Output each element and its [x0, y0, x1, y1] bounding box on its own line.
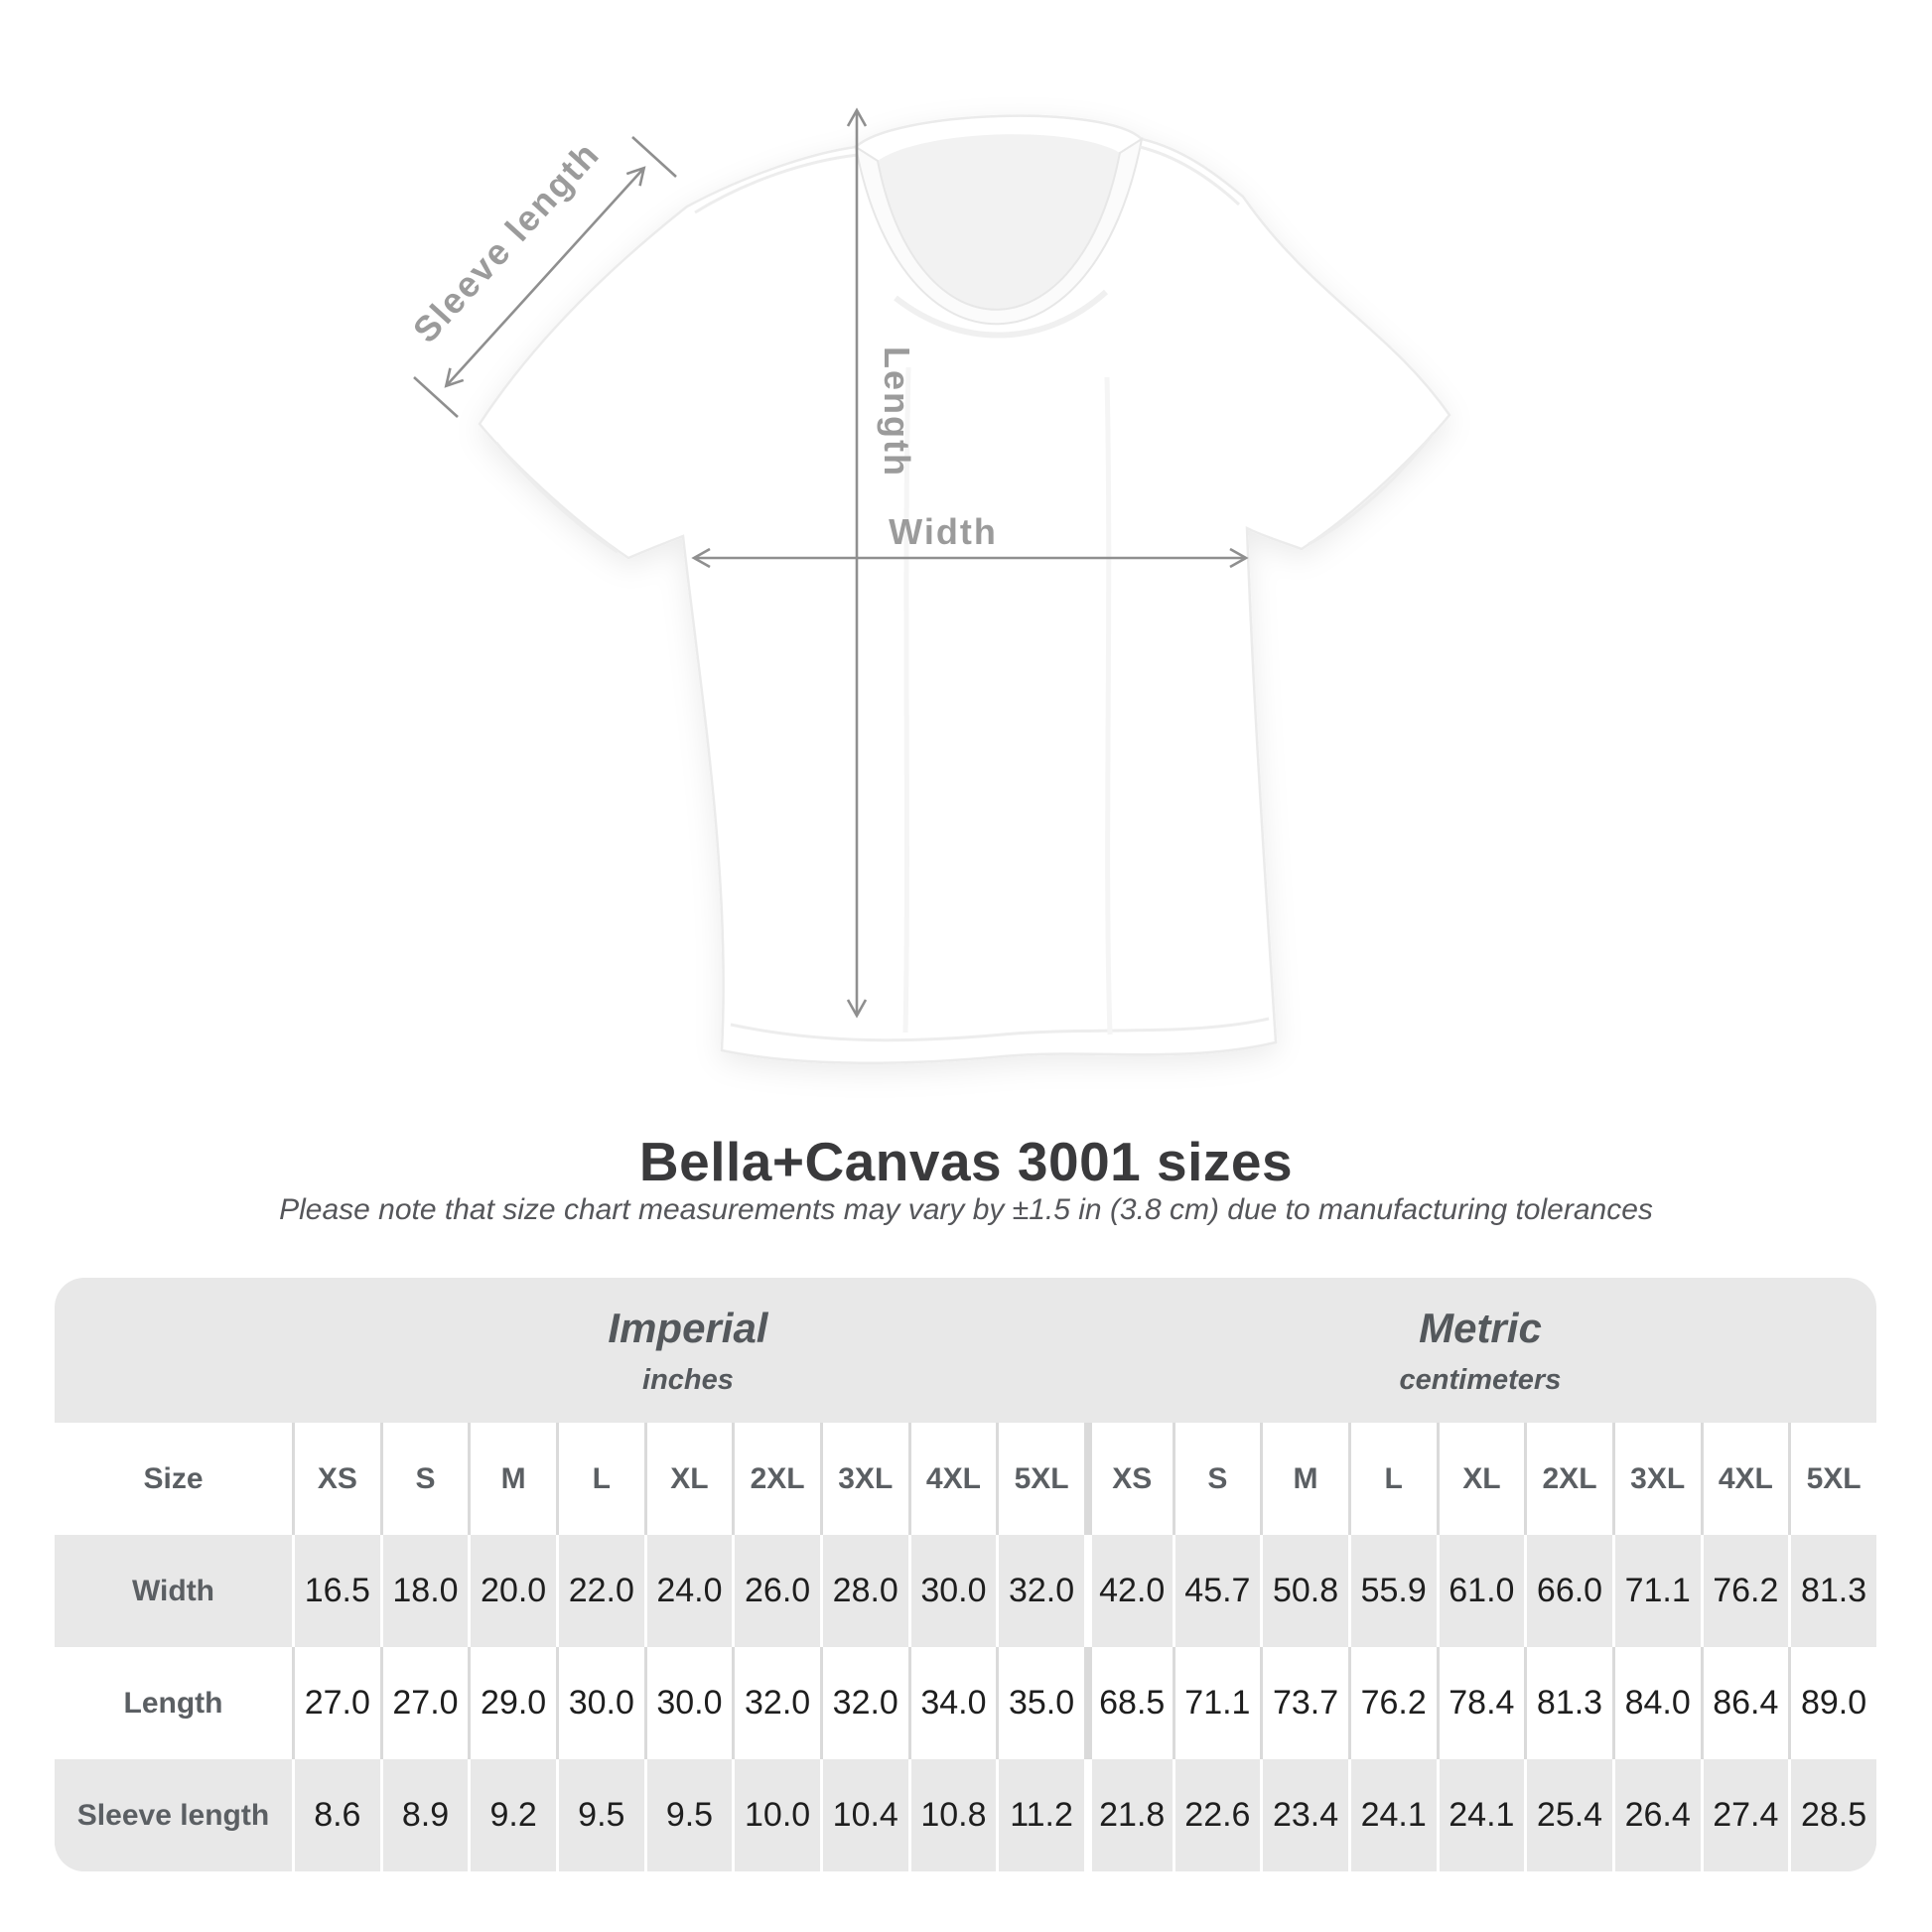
size-table-card	[55, 1278, 1876, 1871]
measurement-cell: 11.2	[996, 1759, 1084, 1871]
measurement-cell: 34.0	[908, 1647, 997, 1759]
corner-cell	[55, 1278, 292, 1423]
measurement-cell: 73.7	[1260, 1647, 1348, 1759]
unit-group-header-metric	[1084, 1278, 1876, 1423]
unit-group-header-imperial	[292, 1278, 1084, 1423]
measurement-cell: 84.0	[1612, 1647, 1701, 1759]
measurement-cell: 29.0	[468, 1647, 556, 1759]
measurement-cell: 27.0	[292, 1647, 380, 1759]
measurement-cell: 71.1	[1173, 1647, 1261, 1759]
size-column-header: M	[1260, 1423, 1348, 1535]
size-column-header: L	[556, 1423, 644, 1535]
measurement-cell: 86.4	[1701, 1647, 1789, 1759]
measurement-cell: 78.4	[1437, 1647, 1525, 1759]
measurement-cell: 30.0	[908, 1535, 997, 1647]
measurement-cell: 55.9	[1348, 1535, 1437, 1647]
measurement-cell: 32.0	[732, 1647, 820, 1759]
measurement-cell: 27.4	[1701, 1759, 1789, 1871]
measurement-cell: 45.7	[1173, 1535, 1261, 1647]
measurement-cell: 20.0	[468, 1535, 556, 1647]
size-column-header: L	[1348, 1423, 1437, 1535]
sleeve-length-cap-upper	[632, 137, 676, 177]
size-column-header: XL	[644, 1423, 733, 1535]
size-column-header: 4XL	[1701, 1423, 1789, 1535]
measurement-cell: 89.0	[1788, 1647, 1876, 1759]
measurement-row-label: Sleeve length	[55, 1759, 292, 1871]
measurement-cell: 8.6	[292, 1759, 380, 1871]
measurement-cell: 16.5	[292, 1535, 380, 1647]
table-row	[55, 1647, 1876, 1759]
size-row-label: Size	[55, 1423, 292, 1535]
unit-group-subtitle: inches	[642, 1363, 734, 1396]
measurement-cell: 24.0	[644, 1535, 733, 1647]
sleeve-length-label: Sleeve length	[404, 133, 608, 350]
size-column-header: 4XL	[908, 1423, 997, 1535]
measurement-cell: 35.0	[996, 1647, 1084, 1759]
size-column-header: XS	[292, 1423, 380, 1535]
measurement-cell: 81.3	[1788, 1535, 1876, 1647]
page-title: Bella+Canvas 3001 sizes	[638, 1131, 1294, 1192]
page-subtitle: Please note that size chart measurements may vary by ±1.5 in (3.8 cm) due to manufacturing tolerances	[279, 1193, 1653, 1226]
measurement-cell: 24.1	[1348, 1759, 1437, 1871]
size-column-header: M	[468, 1423, 556, 1535]
measurement-cell: 22.6	[1173, 1759, 1261, 1871]
size-column-header: 3XL	[1612, 1423, 1701, 1535]
table-row	[55, 1535, 1876, 1647]
measurement-cell: 23.4	[1260, 1759, 1348, 1871]
measurement-cell: 30.0	[644, 1647, 733, 1759]
body-crease-right	[1107, 377, 1110, 1035]
measurement-cell: 32.0	[820, 1647, 908, 1759]
measurement-cell: 42.0	[1084, 1535, 1173, 1647]
measurement-cell: 9.5	[644, 1759, 733, 1871]
measurement-cell: 26.4	[1612, 1759, 1701, 1871]
size-column-header: XS	[1084, 1423, 1173, 1535]
measurement-cell: 21.8	[1084, 1759, 1173, 1871]
measurement-cell: 66.0	[1524, 1535, 1612, 1647]
size-column-header: 5XL	[1788, 1423, 1876, 1535]
size-table	[55, 1278, 1876, 1871]
measurement-cell: 10.8	[908, 1759, 997, 1871]
measurement-cell: 30.0	[556, 1647, 644, 1759]
measurement-cell: 26.0	[732, 1535, 820, 1647]
measurement-cell: 81.3	[1524, 1647, 1612, 1759]
measurement-cell: 18.0	[380, 1535, 469, 1647]
size-column-header: 2XL	[732, 1423, 820, 1535]
measurement-cell: 50.8	[1260, 1535, 1348, 1647]
size-column-header: XL	[1437, 1423, 1525, 1535]
table-row	[55, 1759, 1876, 1871]
unit-group-title: Imperial	[608, 1304, 768, 1351]
measurement-cell: 10.4	[820, 1759, 908, 1871]
measurement-cell: 24.1	[1437, 1759, 1525, 1871]
unit-group-subtitle: centimeters	[1399, 1363, 1562, 1396]
size-column-header: S	[380, 1423, 469, 1535]
size-column-header: 5XL	[996, 1423, 1084, 1535]
measurement-row-label: Width	[55, 1535, 292, 1647]
measurement-cell: 10.0	[732, 1759, 820, 1871]
measurement-cell: 9.2	[468, 1759, 556, 1871]
measurement-cell: 76.2	[1701, 1535, 1789, 1647]
unit-group-title: Metric	[1419, 1304, 1542, 1351]
width-label: Width	[889, 511, 998, 552]
measurement-cell: 76.2	[1348, 1647, 1437, 1759]
measurement-cell: 32.0	[996, 1535, 1084, 1647]
measurement-cell: 68.5	[1084, 1647, 1173, 1759]
measurement-cell: 61.0	[1437, 1535, 1525, 1647]
length-label: Length	[877, 346, 917, 478]
measurement-cell: 27.0	[380, 1647, 469, 1759]
size-column-header: 3XL	[820, 1423, 908, 1535]
sleeve-length-cap-lower	[414, 377, 458, 417]
size-column-header: 2XL	[1524, 1423, 1612, 1535]
measurement-cell: 9.5	[556, 1759, 644, 1871]
measurement-cell: 8.9	[380, 1759, 469, 1871]
measurement-row-label: Length	[55, 1647, 292, 1759]
measurement-cell: 22.0	[556, 1535, 644, 1647]
measurement-cell: 28.5	[1788, 1759, 1876, 1871]
size-column-header: S	[1173, 1423, 1261, 1535]
measurement-cell: 28.0	[820, 1535, 908, 1647]
measurement-cell: 25.4	[1524, 1759, 1612, 1871]
measurement-cell: 71.1	[1612, 1535, 1701, 1647]
